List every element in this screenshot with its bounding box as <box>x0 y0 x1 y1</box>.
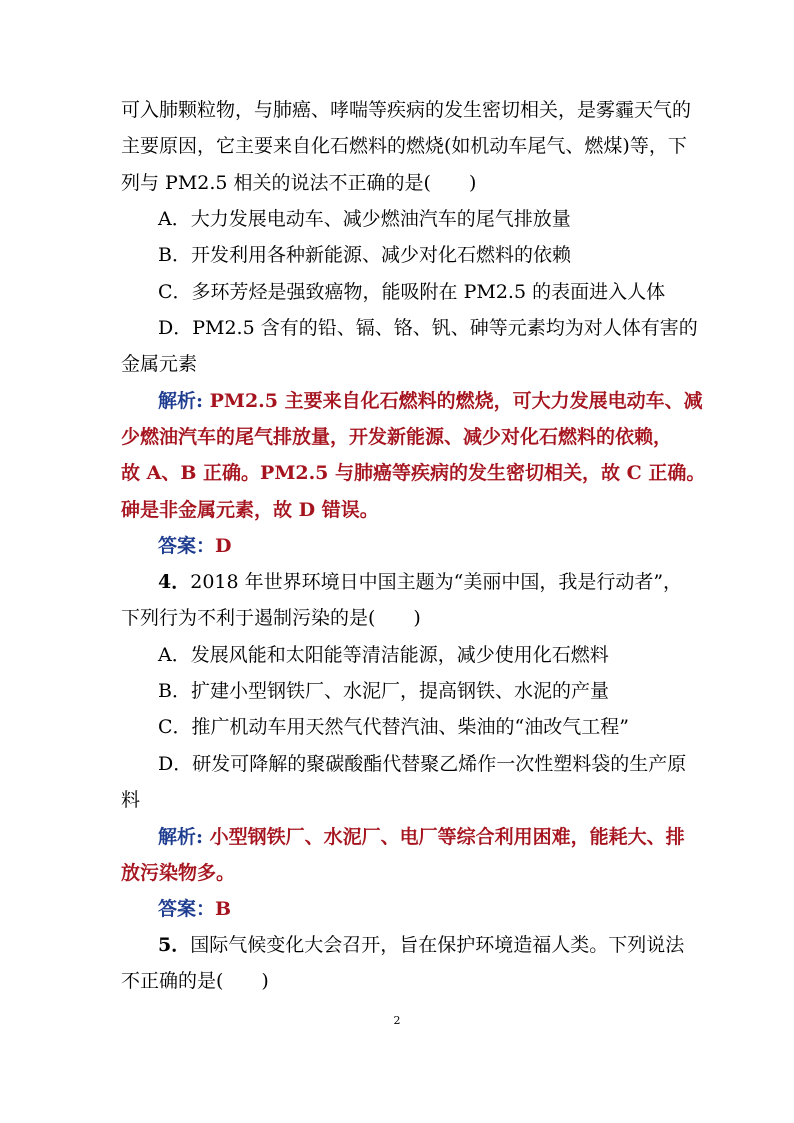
q5-stem-text-1: 国际气候变化大会召开，旨在保护环境造福人类。下列说法 <box>190 934 685 956</box>
q4-answer-value: B <box>215 898 232 920</box>
q5-number: 5． <box>158 934 191 956</box>
q3-analysis-line-3: 故 A、B 正确。PM2.5 与肺癌等疾病的发生密切相关，故 C 正确。 <box>121 462 706 484</box>
q4-stem-line-1 <box>158 569 683 595</box>
q4-answer <box>158 896 678 922</box>
q4-number: 4． <box>158 571 191 593</box>
q4-option-a: A．发展风能和太阳能等清洁能源，减少使用化石燃料 <box>158 644 609 666</box>
q3-analysis-line-4: 砷是非金属元素，故 D 错误。 <box>121 499 379 521</box>
q4-stem-line-2: 下列行为不利于遏制污染的是( ) <box>121 607 421 629</box>
q3-stem-line-2: 主要原因，它主要来自化石燃料的燃烧(如机动车尾气、燃煤)等，下 <box>121 135 687 157</box>
q3-answer-label: 答案： <box>158 535 216 557</box>
q3-stem-line-1: 可入肺颗粒物，与肺癌、哮喘等疾病的发生密切相关，是雾霾天气的 <box>121 99 692 121</box>
q3-analysis-text-1: PM2.5 主要来自化石燃料的燃烧，可大力发展电动车、减 <box>203 390 703 412</box>
q4-analysis-label: 解析: <box>158 826 204 848</box>
q3-option-d-line-2: 金属元素 <box>121 353 198 375</box>
q4-option-b: B．扩建小型钢铁厂、水泥厂，提高钢铁、水泥的产量 <box>158 680 609 702</box>
q5-stem-line-2: 不正确的是( ) <box>121 970 269 992</box>
q3-analysis-line-1 <box>158 388 703 414</box>
q4-analysis-line-2: 放污染物多。 <box>121 862 236 884</box>
q3-analysis-label: 解析: <box>158 390 204 412</box>
q3-answer <box>158 533 678 559</box>
q4-stem-text-1: 2018 年世界环境日中国主题为“美丽中国，我是行动者”， <box>190 571 683 593</box>
q3-option-a: A．大力发展电动车、减少燃油汽车的尾气排放量 <box>158 208 571 230</box>
q3-answer-value: D <box>215 535 232 557</box>
q4-option-d-line-1: D．研发可降解的聚碳酸酯代替聚乙烯作一次性塑料袋的生产原 <box>158 753 687 775</box>
q4-option-c: C．推广机动车用天然气代替汽油、柴油的“油改气工程” <box>158 716 629 738</box>
q4-answer-label: 答案： <box>158 898 216 920</box>
q4-analysis-line-1 <box>158 824 685 850</box>
q3-analysis-line-2: 少燃油汽车的尾气排放量，开发新能源、减少对化石燃料的依赖， <box>121 426 673 448</box>
q4-option-d-line-2: 料 <box>121 789 141 811</box>
q3-option-d-line-1: D．PM2.5 含有的铅、镉、铬、钒、砷等元素均为对人体有害的 <box>158 317 698 339</box>
q4-analysis-text-1: 小型钢铁厂、水泥厂、电厂等综合利用困难，能耗大、排 <box>203 826 685 848</box>
q5-stem-line-1 <box>158 932 685 958</box>
q3-option-b: B．开发利用各种新能源、减少对化石燃料的依赖 <box>158 244 571 266</box>
q3-stem-line-3: 列与 PM2.5 相关的说法不正确的是( ) <box>121 172 477 194</box>
page-number: 2 <box>393 1014 401 1027</box>
q3-option-c: C．多环芳烃是强致癌物，能吸附在 PM2.5 的表面进入人体 <box>158 281 666 303</box>
